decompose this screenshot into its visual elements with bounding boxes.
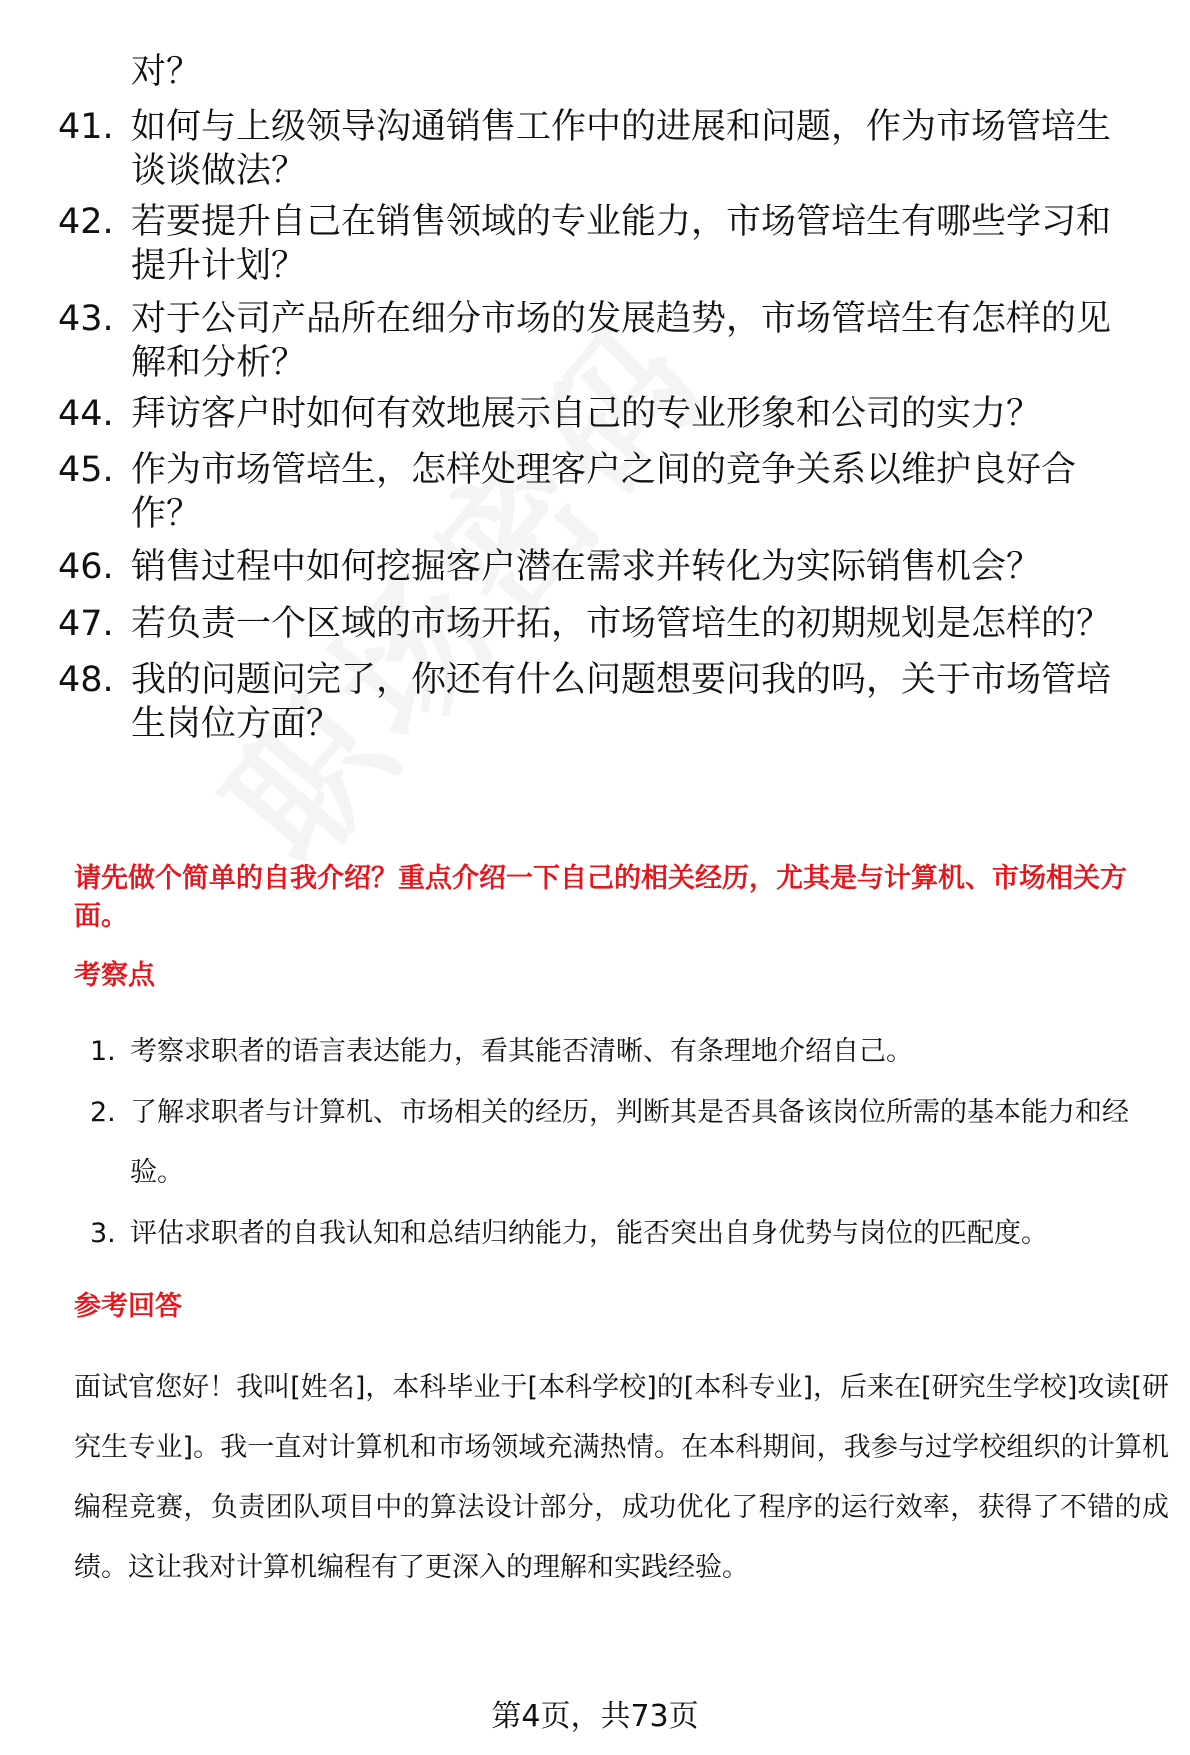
examine-point-text: 考察求职者的语言表达能力，看其能否清晰、有条理地介绍自己。 bbox=[130, 1036, 913, 1067]
examine-point-text: 评估求职者的自我认知和总结归纳能力，能否突出自身优势与岗位的匹配度。 bbox=[130, 1218, 1048, 1249]
examine-point-number: 3. bbox=[90, 1218, 116, 1249]
examine-point bbox=[90, 1083, 1160, 1203]
question-number: 45. bbox=[58, 450, 114, 490]
examine-point-number: 1. bbox=[90, 1036, 116, 1067]
question-text: 作为市场管培生，怎样处理客户之间的竞争关系以维护良好合作？ bbox=[131, 450, 1077, 534]
question-number: 42. bbox=[58, 202, 114, 242]
question-text: 若负责一个区域的市场开拓，市场管培生的初期规划是怎样的？ bbox=[131, 604, 1112, 644]
examine-point bbox=[90, 1022, 1160, 1082]
question-text: 销售过程中如何挖掘客户潜在需求并转化为实际销售机会？ bbox=[131, 547, 1042, 587]
page-footer: 第4页，共73页 bbox=[491, 1699, 699, 1734]
question-text: 如何与上级领导沟通销售工作中的进展和问题，作为市场管培生谈谈做法？ bbox=[131, 107, 1112, 191]
question-text: 若要提升自己在销售领域的专业能力，市场管培生有哪些学习和提升计划？ bbox=[131, 202, 1112, 286]
question-item bbox=[58, 602, 1148, 646]
question-item bbox=[58, 448, 1148, 536]
question-item bbox=[58, 105, 1148, 193]
question-text: 我的问题问完了，你还有什么问题想要问我的吗，关于市场管培生岗位方面？ bbox=[131, 660, 1112, 744]
reference-answer: 面试官您好！我叫[姓名]，本科毕业于[本科学校]的[本科专业]，后来在[研究生学校]攻读[研究生专业]。我一直对计算机和市场领域充满热情。在本科期间，我参与过学校组织的计算机编程竞赛，负责团队项目中的算法设计部分，成功优化了程序的运行效率，获得了不错的成绩。这让我对计算机编程有了更深入的理解和实践经验。 bbox=[74, 1372, 1169, 1583]
question-item bbox=[58, 200, 1148, 288]
question-text: 对于公司产品所在细分市场的发展趋势，市场管培生有怎样的见解和分析？ bbox=[131, 299, 1112, 383]
question-item bbox=[58, 658, 1148, 746]
question-text: 拜访客户时如何有效地展示自己的专业形象和公司的实力？ bbox=[131, 394, 1042, 434]
question-number: 46. bbox=[58, 547, 114, 587]
question-continuation: 对？ bbox=[131, 52, 202, 92]
examine-point bbox=[90, 1204, 1160, 1264]
question-item bbox=[58, 392, 1148, 436]
question-number: 48. bbox=[58, 660, 114, 700]
question-number: 47. bbox=[58, 604, 114, 644]
reference-heading: 参考回答 bbox=[74, 1291, 182, 1322]
question-number: 41. bbox=[58, 107, 114, 147]
examine-point-number: 2. bbox=[90, 1097, 116, 1128]
question-number: 43. bbox=[58, 299, 114, 339]
examine-point-text: 了解求职者与计算机、市场相关的经历，判断其是否具备该岗位所需的基本能力和经验。 bbox=[130, 1097, 1129, 1188]
highlight-question: 请先做个简单的自我介绍？重点介绍一下自己的相关经历，尤其是与计算机、市场相关方面。 bbox=[74, 863, 1127, 932]
question-number: 44. bbox=[58, 394, 114, 434]
examine-heading: 考察点 bbox=[74, 960, 155, 991]
question-item bbox=[58, 297, 1148, 385]
question-item bbox=[58, 545, 1148, 589]
